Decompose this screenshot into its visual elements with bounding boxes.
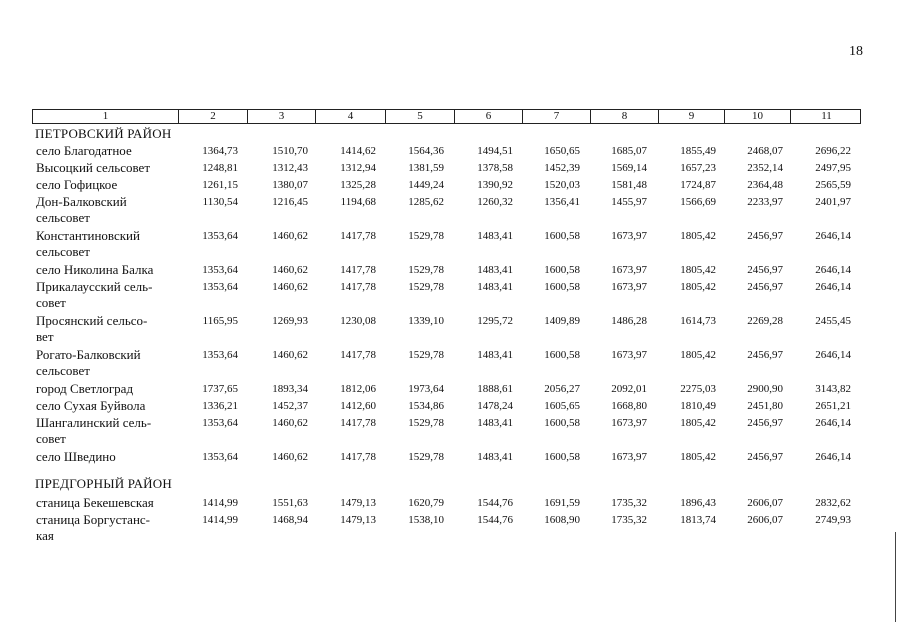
- column-header-6: 6: [454, 110, 522, 123]
- value-cell-col-9: 2275,03: [680, 383, 716, 395]
- value-cell-col-5: 1538,10: [408, 514, 444, 526]
- column-header-11: 11: [790, 110, 862, 123]
- value-cell-col-6: 1483,41: [477, 264, 513, 276]
- row-label-line: Шангалинский сель-: [36, 415, 152, 430]
- value-cell-col-6: 1390,92: [477, 179, 513, 191]
- table-header-row: [32, 109, 861, 124]
- value-cell-col-3: 1510,70: [272, 145, 308, 157]
- section-title: ПРЕДГОРНЫЙ РАЙОН: [35, 476, 172, 491]
- value-cell-col-7: 1600,58: [544, 451, 580, 463]
- value-cell-col-2: 1414,99: [202, 514, 238, 526]
- value-cell-col-2: 1336,21: [202, 400, 238, 412]
- row-label-line: Просянский сельсо-: [36, 313, 148, 328]
- value-cell-col-6: 1260,32: [477, 196, 513, 208]
- value-cell-col-4: 1479,13: [340, 514, 376, 526]
- value-cell-col-3: 1312,43: [272, 162, 308, 174]
- row-label-line: сельсовет: [36, 363, 90, 378]
- value-cell-col-8: 2092,01: [611, 383, 647, 395]
- value-cell-col-3: 1460,62: [272, 417, 308, 429]
- value-cell-col-9: 1566,69: [680, 196, 716, 208]
- value-cell-col-11: 2832,62: [815, 497, 851, 509]
- row-label: [36, 262, 186, 278]
- value-cell-col-10: 2456,97: [747, 230, 783, 242]
- value-cell-col-10: 2606,07: [747, 497, 783, 509]
- value-cell-col-8: 1673,97: [611, 230, 647, 242]
- row-label-line: село Гофицкое: [36, 177, 118, 192]
- value-cell-col-3: 1380,07: [272, 179, 308, 191]
- value-cell-col-3: 1893,34: [272, 383, 308, 395]
- value-cell-col-8: 1673,97: [611, 264, 647, 276]
- value-cell-col-6: 1483,41: [477, 281, 513, 293]
- row-label-line: село Благодатное: [36, 143, 132, 158]
- value-cell-col-10: 2468,07: [747, 145, 783, 157]
- value-cell-col-4: 1417,78: [340, 451, 376, 463]
- value-cell-col-11: 2749,93: [815, 514, 851, 526]
- row-label-line: Рогато-Балковский: [36, 347, 141, 362]
- value-cell-col-9: 1805,42: [680, 417, 716, 429]
- value-cell-col-9: 1805,42: [680, 451, 716, 463]
- value-cell-col-11: 2646,14: [815, 230, 851, 242]
- value-cell-col-4: 1194,68: [340, 196, 376, 208]
- value-cell-col-6: 1295,72: [477, 315, 513, 327]
- row-label: [36, 279, 186, 311]
- value-cell-col-9: 1805,42: [680, 281, 716, 293]
- value-cell-col-2: 1261,15: [202, 179, 238, 191]
- row-label-line: Константиновский: [36, 228, 140, 243]
- value-cell-col-8: 1673,97: [611, 417, 647, 429]
- row-label-line: совет: [36, 295, 66, 310]
- column-header-1: 1: [102, 110, 109, 122]
- value-cell-col-10: 2456,97: [747, 349, 783, 361]
- value-cell-col-11: 3143,82: [815, 383, 851, 395]
- value-cell-col-7: 1409,89: [544, 315, 580, 327]
- value-cell-col-4: 1417,78: [340, 264, 376, 276]
- value-cell-col-6: 1483,41: [477, 417, 513, 429]
- value-cell-col-5: 1529,78: [408, 264, 444, 276]
- row-label-line: сельсовет: [36, 244, 90, 259]
- row-label: [36, 512, 186, 544]
- value-cell-col-8: 1685,07: [611, 145, 647, 157]
- row-label-line: Прикалаусский сель-: [36, 279, 153, 294]
- row-label: [36, 398, 186, 414]
- value-cell-col-11: 2696,22: [815, 145, 851, 157]
- column-header-7: 7: [522, 110, 590, 123]
- value-cell-col-11: 2651,21: [815, 400, 851, 412]
- value-cell-col-3: 1551,63: [272, 497, 308, 509]
- page-number: 18: [849, 44, 863, 59]
- value-cell-col-8: 1569,14: [611, 162, 647, 174]
- value-cell-col-11: 2455,45: [815, 315, 851, 327]
- value-cell-col-7: 1452,39: [544, 162, 580, 174]
- value-cell-col-5: 1381,59: [408, 162, 444, 174]
- value-cell-col-5: 1529,78: [408, 349, 444, 361]
- row-label-line: Дон-Балковский: [36, 194, 127, 209]
- value-cell-col-3: 1468,94: [272, 514, 308, 526]
- value-cell-col-4: 1812,06: [340, 383, 376, 395]
- value-cell-col-8: 1455,97: [611, 196, 647, 208]
- column-header-2: 2: [178, 110, 247, 123]
- value-cell-col-10: 2456,97: [747, 417, 783, 429]
- row-label-line: село Николина Балка: [36, 262, 154, 277]
- value-cell-col-5: 1529,78: [408, 417, 444, 429]
- value-cell-col-2: 1364,73: [202, 145, 238, 157]
- value-cell-col-11: 2646,14: [815, 281, 851, 293]
- value-cell-col-8: 1668,80: [611, 400, 647, 412]
- column-header-3: 3: [247, 110, 315, 123]
- value-cell-col-7: 1608,90: [544, 514, 580, 526]
- value-cell-col-9: 1724,87: [680, 179, 716, 191]
- value-cell-col-4: 1417,78: [340, 417, 376, 429]
- value-cell-col-7: 1356,41: [544, 196, 580, 208]
- value-cell-col-9: 1805,42: [680, 349, 716, 361]
- value-cell-col-7: 1605,65: [544, 400, 580, 412]
- value-cell-col-5: 1449,24: [408, 179, 444, 191]
- row-label: [36, 194, 186, 226]
- value-cell-col-7: 1600,58: [544, 417, 580, 429]
- value-cell-col-2: 1737,65: [202, 383, 238, 395]
- value-cell-col-9: 1805,42: [680, 264, 716, 276]
- value-cell-col-6: 1544,76: [477, 514, 513, 526]
- value-cell-col-5: 1534,86: [408, 400, 444, 412]
- value-cell-col-3: 1452,37: [272, 400, 308, 412]
- value-cell-col-8: 1735,32: [611, 514, 647, 526]
- value-cell-col-11: 2497,95: [815, 162, 851, 174]
- value-cell-col-11: 2646,14: [815, 264, 851, 276]
- value-cell-col-4: 1479,13: [340, 497, 376, 509]
- value-cell-col-8: 1581,48: [611, 179, 647, 191]
- value-cell-col-8: 1673,97: [611, 281, 647, 293]
- value-cell-col-5: 1529,78: [408, 230, 444, 242]
- row-label: [36, 449, 186, 465]
- value-cell-col-5: 1620,79: [408, 497, 444, 509]
- value-cell-col-6: 1888,61: [477, 383, 513, 395]
- value-cell-col-3: 1216,45: [272, 196, 308, 208]
- value-cell-col-7: 1650,65: [544, 145, 580, 157]
- row-label: [36, 313, 186, 345]
- column-header-4: 4: [315, 110, 385, 123]
- value-cell-col-7: 1520,03: [544, 179, 580, 191]
- value-cell-col-6: 1494,51: [477, 145, 513, 157]
- row-label-line: вет: [36, 329, 54, 344]
- value-cell-col-4: 1417,78: [340, 349, 376, 361]
- value-cell-col-2: 1353,64: [202, 281, 238, 293]
- row-label: [36, 228, 186, 260]
- value-cell-col-2: 1353,64: [202, 349, 238, 361]
- value-cell-col-7: 1600,58: [544, 230, 580, 242]
- value-cell-col-11: 2646,14: [815, 349, 851, 361]
- value-cell-col-9: 1614,73: [680, 315, 716, 327]
- value-cell-col-4: 1414,62: [340, 145, 376, 157]
- row-label: [36, 143, 186, 159]
- value-cell-col-7: 1600,58: [544, 281, 580, 293]
- value-cell-col-2: 1248,81: [202, 162, 238, 174]
- value-cell-col-10: 2451,80: [747, 400, 783, 412]
- value-cell-col-3: 1460,62: [272, 451, 308, 463]
- value-cell-col-7: 1600,58: [544, 349, 580, 361]
- value-cell-col-11: 2401,97: [815, 196, 851, 208]
- value-cell-col-10: 2456,97: [747, 281, 783, 293]
- value-cell-col-6: 1483,41: [477, 230, 513, 242]
- value-cell-col-2: 1353,64: [202, 451, 238, 463]
- value-cell-col-11: 2646,14: [815, 451, 851, 463]
- value-cell-col-11: 2646,14: [815, 417, 851, 429]
- value-cell-col-2: 1130,54: [202, 196, 238, 208]
- row-label: [36, 160, 186, 176]
- margin-rule: [895, 532, 896, 622]
- value-cell-col-4: 1417,78: [340, 281, 376, 293]
- value-cell-col-10: 2900,90: [747, 383, 783, 395]
- row-label-line: кая: [36, 528, 54, 543]
- value-cell-col-5: 1285,62: [408, 196, 444, 208]
- value-cell-col-10: 2456,97: [747, 264, 783, 276]
- value-cell-col-7: 1691,59: [544, 497, 580, 509]
- value-cell-col-6: 1378,58: [477, 162, 513, 174]
- value-cell-col-3: 1460,62: [272, 281, 308, 293]
- value-cell-col-6: 1544,76: [477, 497, 513, 509]
- section-title: ПЕТРОВСКИЙ РАЙОН: [35, 126, 172, 141]
- value-cell-col-8: 1486,28: [611, 315, 647, 327]
- value-cell-col-10: 2269,28: [747, 315, 783, 327]
- column-header-5: 5: [385, 110, 454, 123]
- column-header-9: 9: [658, 110, 724, 123]
- value-cell-col-2: 1353,64: [202, 230, 238, 242]
- value-cell-col-9: 1813,74: [680, 514, 716, 526]
- row-label: [36, 177, 186, 193]
- column-header-8: 8: [590, 110, 658, 123]
- value-cell-col-10: 2456,97: [747, 451, 783, 463]
- row-label: [36, 381, 186, 397]
- value-cell-col-2: 1165,95: [202, 315, 238, 327]
- value-cell-col-6: 1483,41: [477, 451, 513, 463]
- row-label-line: село Сухая Буйвола: [36, 398, 146, 413]
- value-cell-col-6: 1478,24: [477, 400, 513, 412]
- value-cell-col-10: 2352,14: [747, 162, 783, 174]
- row-label-line: Высоцкий сельсовет: [36, 160, 151, 175]
- value-cell-col-10: 2364,48: [747, 179, 783, 191]
- value-cell-col-3: 1460,62: [272, 230, 308, 242]
- value-cell-col-8: 1673,97: [611, 349, 647, 361]
- value-cell-col-11: 2565,59: [815, 179, 851, 191]
- value-cell-col-6: 1483,41: [477, 349, 513, 361]
- value-cell-col-9: 1657,23: [680, 162, 716, 174]
- value-cell-col-5: 1564,36: [408, 145, 444, 157]
- value-cell-col-5: 1339,10: [408, 315, 444, 327]
- value-cell-col-2: 1414,99: [202, 497, 238, 509]
- row-label-line: станица Боргустанс-: [36, 512, 151, 527]
- value-cell-col-3: 1460,62: [272, 349, 308, 361]
- value-cell-col-9: 1896,43: [680, 497, 716, 509]
- value-cell-col-2: 1353,64: [202, 417, 238, 429]
- value-cell-col-4: 1412,60: [340, 400, 376, 412]
- row-label-line: совет: [36, 431, 66, 446]
- row-label-line: город Светлоград: [36, 381, 134, 396]
- row-label: [36, 495, 186, 511]
- value-cell-col-3: 1460,62: [272, 264, 308, 276]
- value-cell-col-2: 1353,64: [202, 264, 238, 276]
- value-cell-col-9: 1810,49: [680, 400, 716, 412]
- value-cell-col-5: 1529,78: [408, 451, 444, 463]
- value-cell-col-9: 1805,42: [680, 230, 716, 242]
- value-cell-col-9: 1855,49: [680, 145, 716, 157]
- value-cell-col-4: 1230,08: [340, 315, 376, 327]
- value-cell-col-10: 2233,97: [747, 196, 783, 208]
- value-cell-col-8: 1673,97: [611, 451, 647, 463]
- column-header-10: 10: [724, 110, 790, 123]
- value-cell-col-4: 1325,28: [340, 179, 376, 191]
- value-cell-col-7: 1600,58: [544, 264, 580, 276]
- value-cell-col-8: 1735,32: [611, 497, 647, 509]
- value-cell-col-5: 1529,78: [408, 281, 444, 293]
- value-cell-col-10: 2606,07: [747, 514, 783, 526]
- value-cell-col-5: 1973,64: [408, 383, 444, 395]
- row-label-line: село Шведино: [36, 449, 116, 464]
- row-label: [36, 415, 186, 447]
- row-label-line: сельсовет: [36, 210, 90, 225]
- value-cell-col-7: 2056,27: [544, 383, 580, 395]
- value-cell-col-4: 1312,94: [340, 162, 376, 174]
- row-label-line: станица Бекешевская: [36, 495, 154, 510]
- value-cell-col-4: 1417,78: [340, 230, 376, 242]
- value-cell-col-3: 1269,93: [272, 315, 308, 327]
- row-label: [36, 347, 186, 379]
